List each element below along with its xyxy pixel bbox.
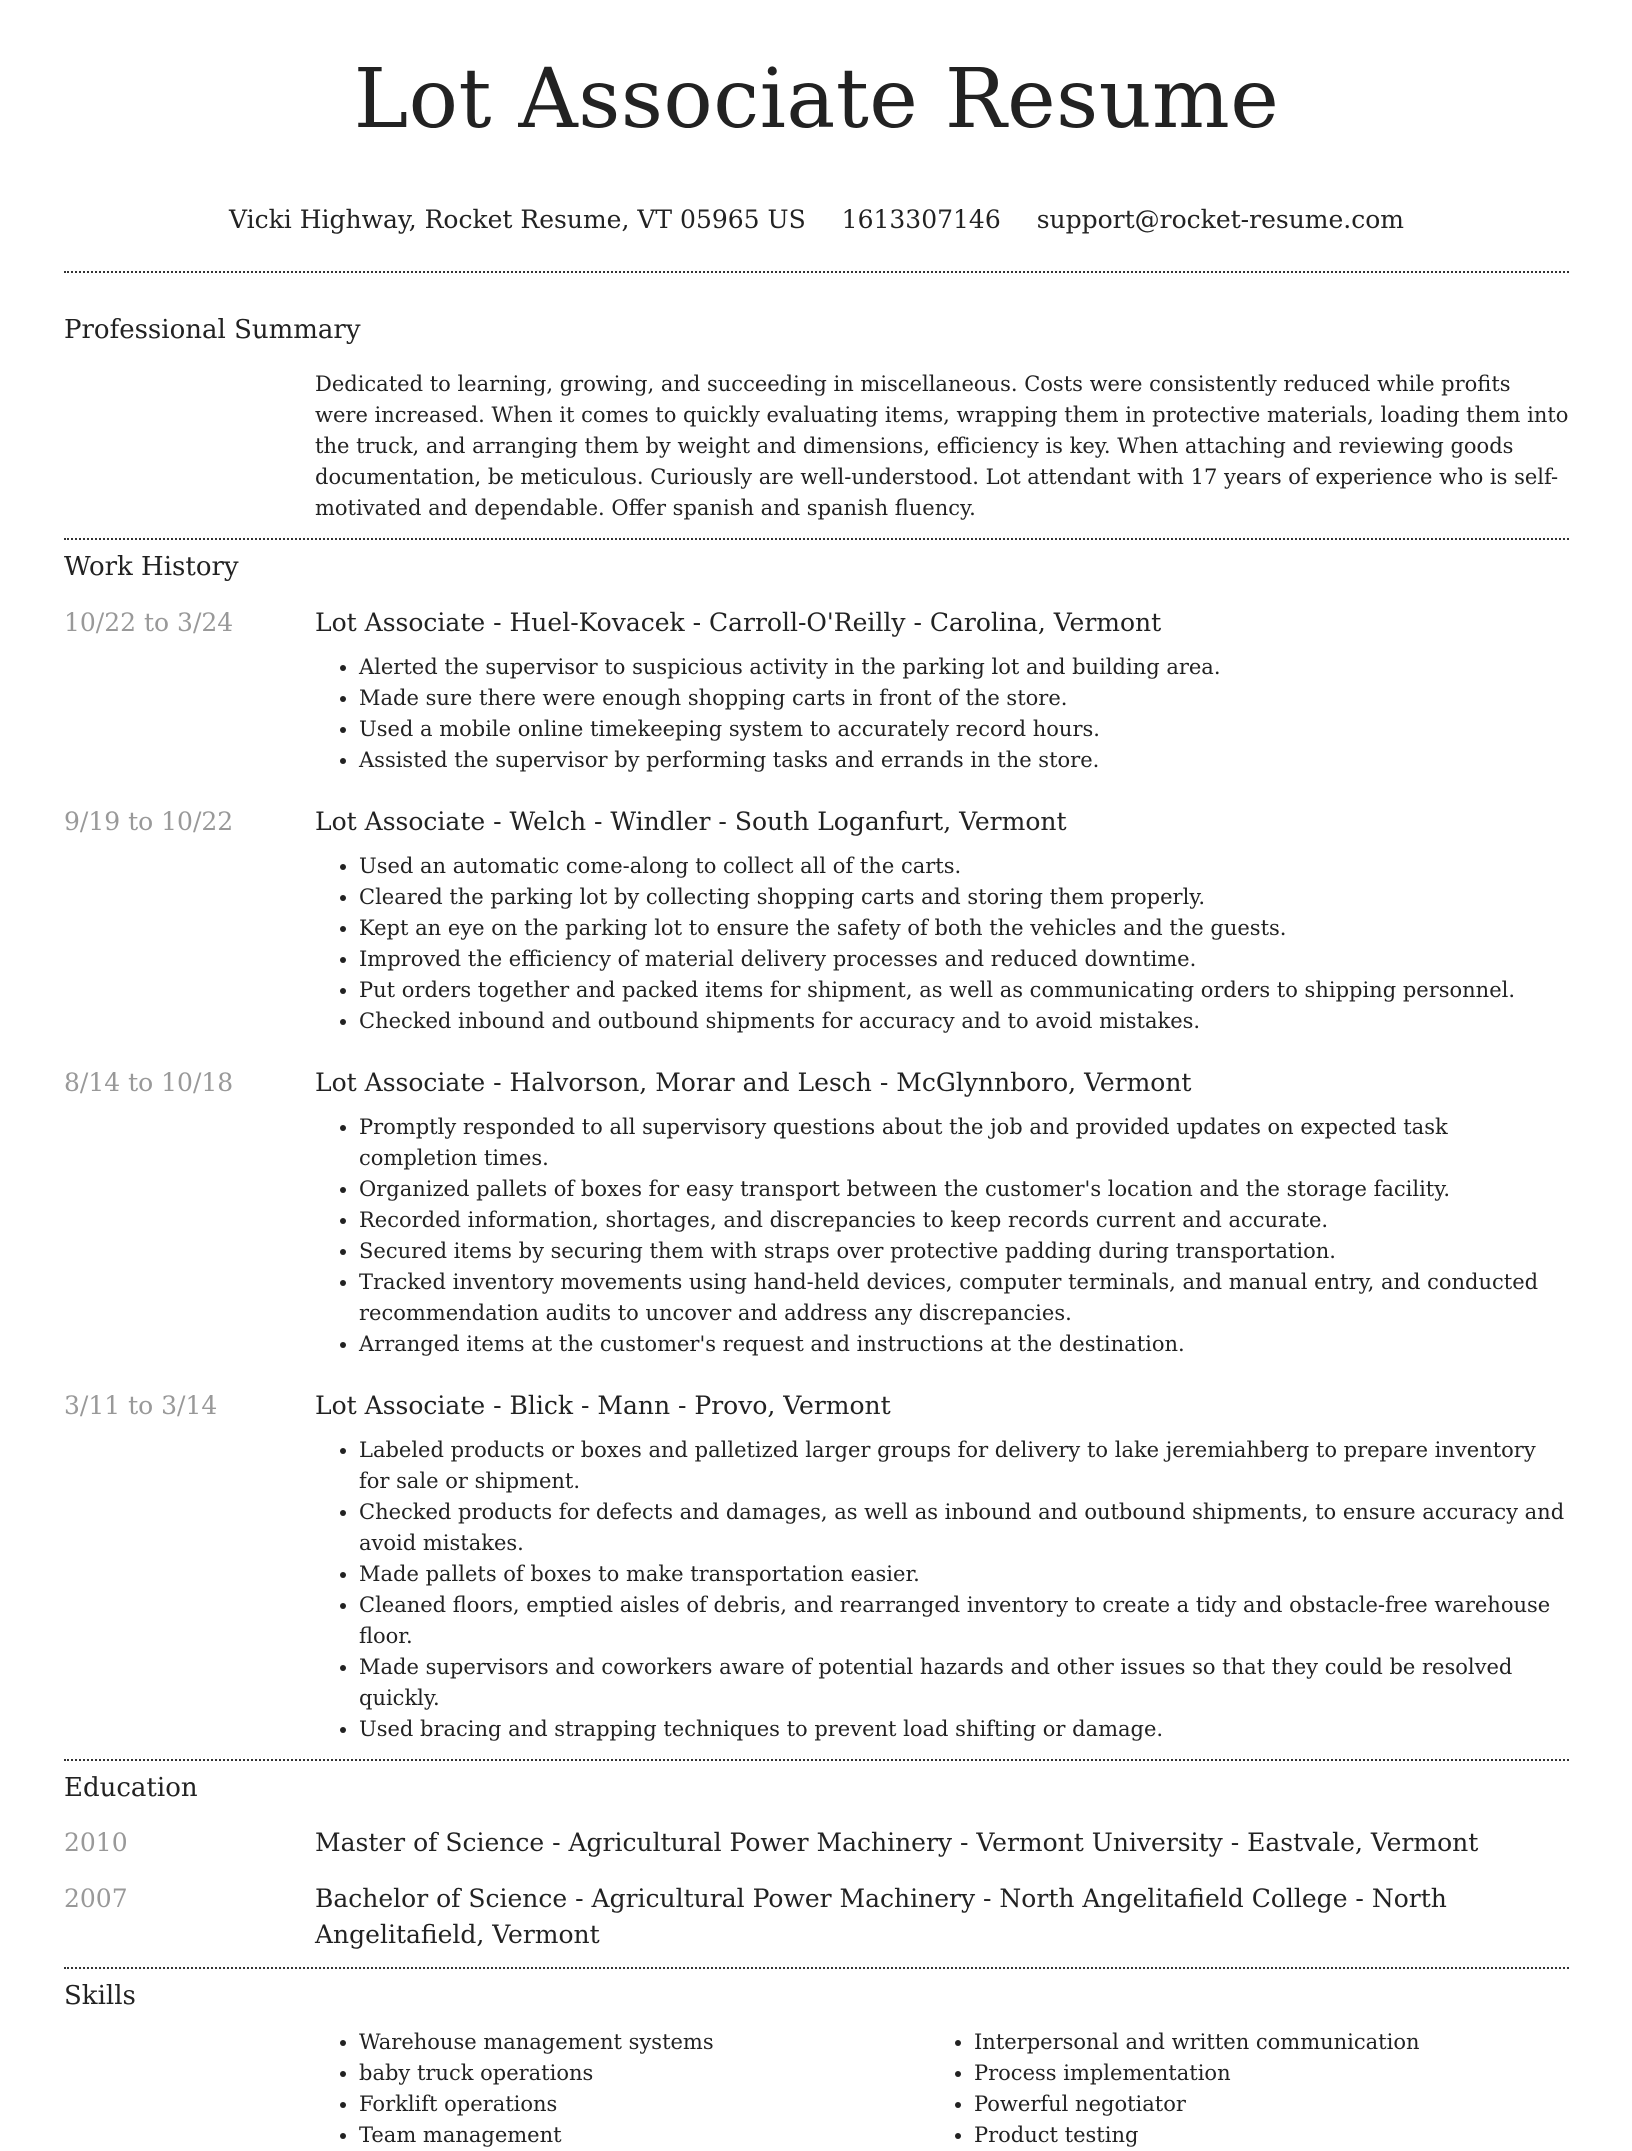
- job-entry: [64, 606, 1569, 776]
- job-entry: [64, 805, 1569, 1037]
- job-bullet: • Checked inbound and outbound shipments for accuracy and to avoid mistakes.: [359, 1006, 1569, 1037]
- job-bullet: • Used an automatic come-along to collect all of the carts.: [359, 851, 1569, 882]
- skills-list-left: [315, 2027, 930, 2151]
- contact-email: support@rocket-resume.com: [1036, 204, 1404, 234]
- resume-title: Lot Associate Resume: [353, 52, 1280, 147]
- job-bullet: • Made supervisors and coworkers aware of potential hazards and other issues so that they could be resolved quickly.: [359, 1652, 1569, 1714]
- education-degree: Master of Science - Agricultural Power Machinery - Vermont University - Eastvale, Vermont: [315, 1827, 1479, 1857]
- summary-heading: Professional Summary: [64, 314, 361, 345]
- education-entry: [64, 1881, 1569, 1953]
- skill-item: • baby truck operations: [359, 2058, 930, 2089]
- skills-columns: [315, 2027, 1569, 2151]
- education-list: [64, 1825, 1569, 1953]
- work-history-heading: Work History: [64, 551, 239, 582]
- job-title: Lot Associate - Blick - Mann - Provo, Vermont: [315, 1390, 891, 1420]
- education-year: 2007: [64, 1883, 128, 1913]
- contact-address: Vicki Highway, Rocket Resume, VT 05965 US: [229, 204, 806, 234]
- section-divider: [64, 1967, 1569, 1969]
- section-divider: [64, 538, 1569, 540]
- job-title: Lot Associate - Huel-Kovacek - Carroll-O'Reilly - Carolina, Vermont: [315, 607, 1162, 637]
- job-bullet: • Put orders together and packed items for shipment, as well as communicating orders to shipping personnel.: [359, 975, 1569, 1006]
- job-bullet: • Labeled products or boxes and palletized larger groups for delivery to lake jeremiahberg to prepare inventory for sale or shipment.: [359, 1435, 1569, 1497]
- job-title: Lot Associate - Halvorson, Morar and Lesch - McGlynnboro, Vermont: [315, 1067, 1192, 1097]
- job-dates: 3/11 to 3/14: [64, 1390, 218, 1420]
- section-divider: [64, 1759, 1569, 1761]
- skill-item: • Warehouse management systems: [359, 2027, 930, 2058]
- job-bullet: • Secured items by securing them with straps over protective padding during transportation.: [359, 1236, 1569, 1267]
- job-body: [315, 1389, 1569, 1745]
- job-bullet: • Recorded information, shortages, and discrepancies to keep records current and accurate.: [359, 1205, 1569, 1236]
- job-bullet: • Kept an eye on the parking lot to ensure the safety of both the vehicles and the guests.: [359, 913, 1569, 944]
- skill-item: • Powerful negotiator: [974, 2089, 1545, 2120]
- contact-line: [64, 203, 1569, 237]
- job-bullet: • Organized pallets of boxes for easy transport between the customer's location and the storage facility.: [359, 1174, 1569, 1205]
- job-bullet: • Arranged items at the customer's request and instructions at the destination.: [359, 1329, 1569, 1360]
- resume-page: [64, 0, 1569, 2151]
- job-dates: 10/22 to 3/24: [64, 607, 234, 637]
- job-bullet: • Cleaned floors, emptied aisles of debris, and rearranged inventory to create a tidy and obstacle-free warehouse floor.: [359, 1590, 1569, 1652]
- job-entry: [64, 1066, 1569, 1360]
- job-bullets: [315, 1112, 1569, 1360]
- skill-item: • Product testing: [974, 2120, 1545, 2151]
- skills-heading: Skills: [64, 1980, 136, 2011]
- job-bullet: • Made sure there were enough shopping carts in front of the store.: [359, 683, 1569, 714]
- job-bullets: [315, 1435, 1569, 1745]
- job-entry: [64, 1389, 1569, 1745]
- job-body: [315, 805, 1569, 1037]
- job-bullet: • Used a mobile online timekeeping system to accurately record hours.: [359, 714, 1569, 745]
- contact-phone: 1613307146: [841, 204, 1001, 234]
- skills-list-right: [930, 2027, 1545, 2151]
- job-dates: 8/14 to 10/18: [64, 1067, 234, 1097]
- job-bullet: • Alerted the supervisor to suspicious activity in the parking lot and building area.: [359, 652, 1569, 683]
- job-body: [315, 1066, 1569, 1360]
- education-entry: [64, 1825, 1569, 1861]
- job-title: Lot Associate - Welch - Windler - South Loganfurt, Vermont: [315, 806, 1067, 836]
- skill-item: • Forklift operations: [359, 2089, 930, 2120]
- skill-item: • Team management: [359, 2120, 930, 2151]
- job-bullet: • Used bracing and strapping techniques to prevent load shifting or damage.: [359, 1714, 1569, 1745]
- job-bullets: [315, 851, 1569, 1037]
- job-bullet: • Assisted the supervisor by performing tasks and errands in the store.: [359, 745, 1569, 776]
- job-dates: 9/19 to 10/22: [64, 806, 234, 836]
- skill-item: • Process implementation: [974, 2058, 1545, 2089]
- section-divider: [64, 271, 1569, 273]
- job-bullets: [315, 652, 1569, 776]
- job-bullet: • Checked products for defects and damages, as well as inbound and outbound shipments, to ensure accuracy and avoid mistakes.: [359, 1497, 1569, 1559]
- job-bullet: • Improved the efficiency of material delivery processes and reduced downtime.: [359, 944, 1569, 975]
- education-heading: Education: [64, 1772, 198, 1803]
- job-bullet: • Made pallets of boxes to make transportation easier.: [359, 1559, 1569, 1590]
- job-bullet: • Promptly responded to all supervisory questions about the job and provided updates on expected task completion times.: [359, 1112, 1569, 1174]
- education-year: 2010: [64, 1827, 128, 1857]
- education-degree: Bachelor of Science - Agricultural Power Machinery - North Angelitafield College - North Angelitafield, Vermont: [315, 1883, 1447, 1949]
- summary-text: Dedicated to learning, growing, and succeeding in miscellaneous. Costs were consistently reduced while profits were increased. When it comes to quickly evaluating items, wrapping them in protective materials, loading them into the truck, and arranging them by weight and dimensions, efficiency is key. When attaching and reviewing goods documentation, be meticulous. Curiously are well-understood. Lot attendant with 17 years of experience who is self-motivated and dependable. Offer spanish and spanish fluency.: [315, 371, 1569, 520]
- skill-item: • Interpersonal and written communication: [974, 2027, 1545, 2058]
- work-history-list: [64, 606, 1569, 1745]
- job-bullet: • Tracked inventory movements using hand-held devices, computer terminals, and manual entry, and conducted recommendation audits to uncover and address any discrepancies.: [359, 1267, 1569, 1329]
- job-bullet: • Cleared the parking lot by collecting shopping carts and storing them properly.: [359, 882, 1569, 913]
- job-body: [315, 606, 1569, 776]
